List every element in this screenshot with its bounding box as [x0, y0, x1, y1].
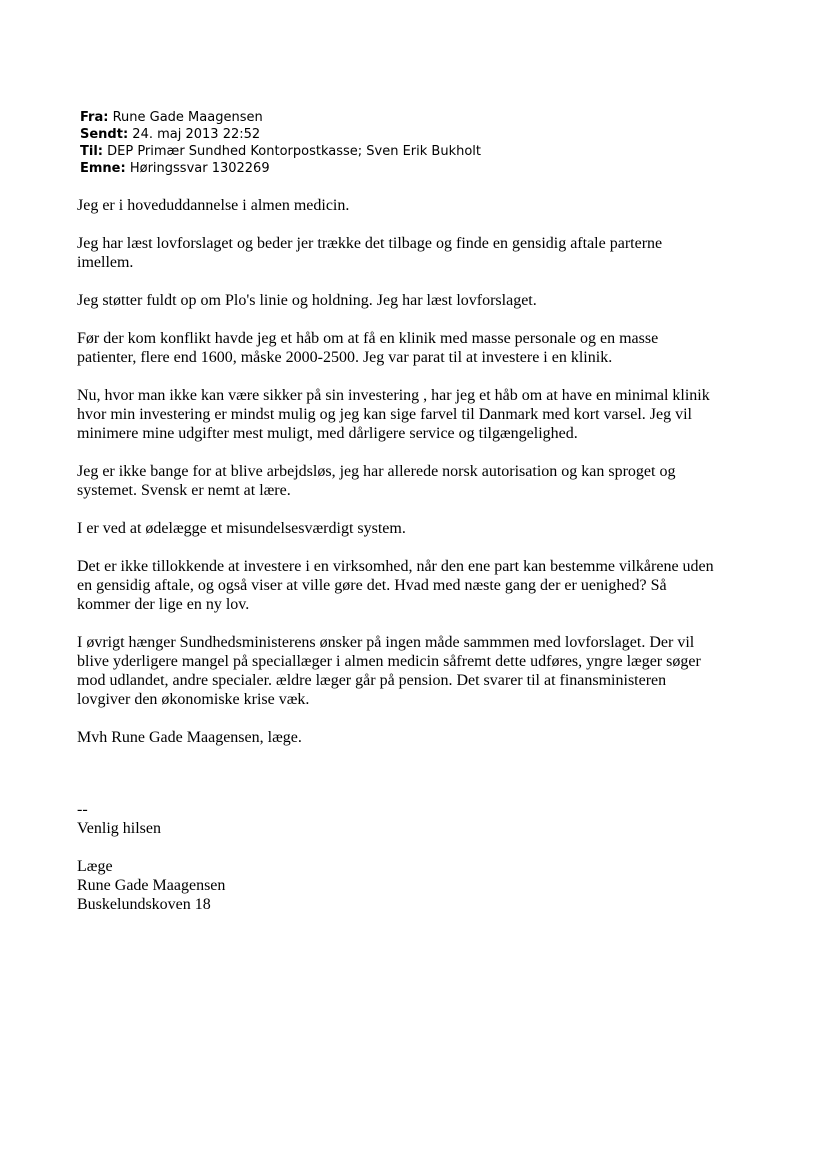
closing-line: Mvh Rune Gade Maagensen, læge.	[77, 729, 302, 746]
to-value: DEP Primær Sundhed Kontorpostkasse; Sven Erik Bukholt	[107, 144, 481, 159]
header-to	[80, 143, 481, 160]
body-paragraph: Det er ikke tillokkende at investere i en virksomhed, når den ene part kan bestemme vilkårene uden en gensidig aftale, og også viser at ville gøre det. Hvad med næste gang der er uenighed? Så kommer der lige en ny lov.	[77, 558, 714, 613]
from-value: Rune Gade Maagensen	[112, 110, 263, 125]
email-header	[80, 109, 481, 177]
signature-greeting: Venlig hilsen	[77, 820, 161, 837]
body-paragraph: Jeg har læst lovforslaget og beder jer trække det tilbage og finde en gensidig aftale parterne imellem.	[77, 235, 663, 271]
from-label: Fra:	[80, 110, 109, 125]
to-label: Til:	[80, 144, 103, 159]
body-paragraph: Jeg er ikke bange for at blive arbejdsløs, jeg har allerede norsk autorisation og kan sproget og systemet. Svensk er nemt at lære.	[77, 463, 676, 499]
signature-block	[77, 800, 225, 914]
signature-title: Læge	[77, 858, 113, 875]
header-subject	[80, 160, 481, 177]
body-paragraph: Før der kom konflikt havde jeg et håb om at få en klinik med masse personale og en masse patienter, flere end 1600, måske 2000-2500. Jeg var parat til at investere i en klinik.	[77, 330, 659, 366]
header-from	[80, 109, 481, 126]
signature-separator: --	[77, 801, 88, 818]
body-paragraph: Jeg er i hoveduddannelse i almen medicin.	[77, 197, 350, 214]
email-body	[77, 196, 777, 766]
body-paragraph: Nu, hvor man ikke kan være sikker på sin investering , har jeg et håb om at have en minimal klinik hvor min investering er mindst mulig og jeg kan sige farvel til Danmark med kort varsel. Jeg vil minimere mine udgifter mest muligt, med dårligere service og tilgængelighed.	[77, 387, 710, 442]
signature-name: Rune Gade Maagensen	[77, 877, 226, 894]
body-paragraph: I øvrigt hænger Sundhedsministerens ønsker på ingen måde sammmen med lovforslaget. Der vil blive yderligere mangel på speciallæger i almen medicin såfremt dette udføres, yngre læger søger mod udlandet, andre specialer. ældre læger går på pension. Det svarer til at finansministeren lovgiver den økonomiske krise væk.	[77, 634, 701, 708]
subject-value: Høringssvar 1302269	[129, 161, 270, 176]
subject-label: Emne:	[80, 161, 126, 176]
header-sent	[80, 126, 481, 143]
sent-value: 24. maj 2013 22:52	[132, 127, 261, 142]
body-paragraph: I er ved at ødelægge et misundelsesværdigt system.	[77, 520, 406, 537]
body-paragraph: Jeg støtter fuldt op om Plo's linie og holdning. Jeg har læst lovforslaget.	[77, 292, 537, 309]
signature-address: Buskelundskoven 18	[77, 896, 211, 913]
sent-label: Sendt:	[80, 127, 129, 142]
